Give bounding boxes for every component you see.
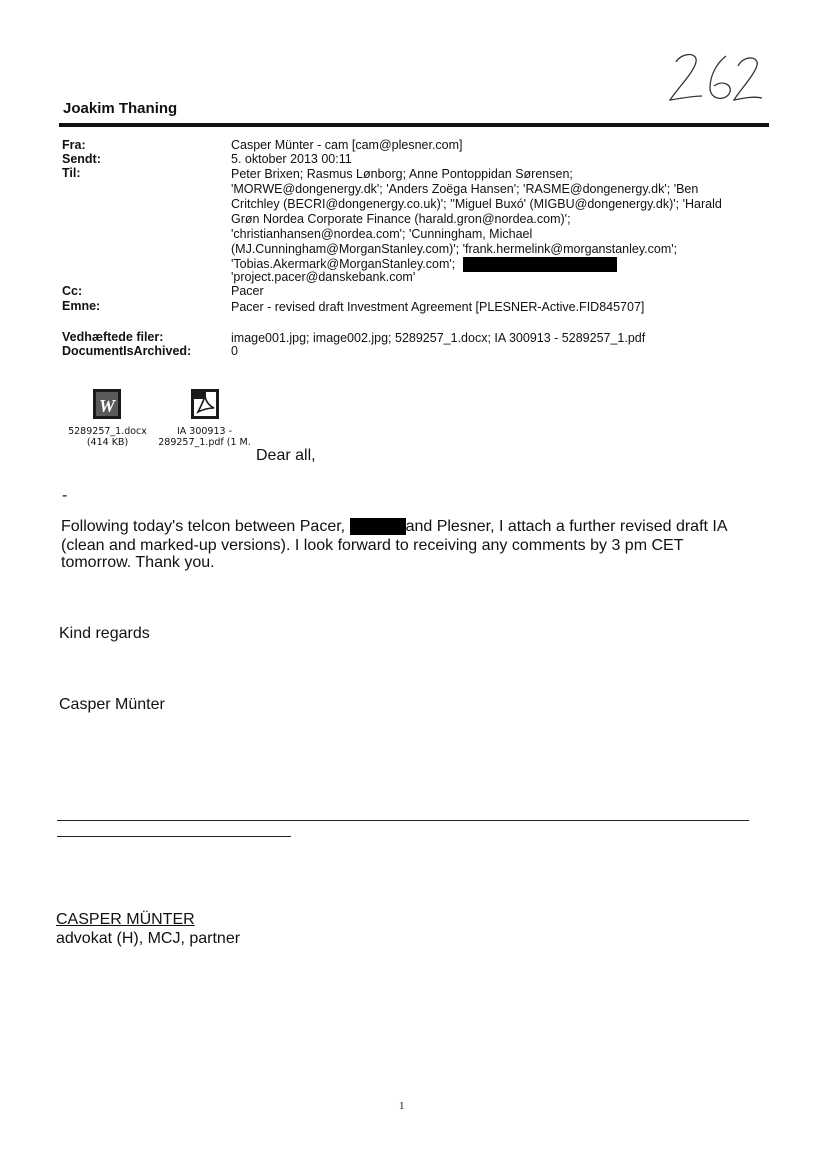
- to-line: Peter Brixen; Rasmus Lønborg; Anne Pontoppidan Sørensen;: [231, 167, 573, 181]
- pdf-doc-icon[interactable]: [190, 388, 220, 420]
- to-line: Grøn Nordea Corporate Finance (harald.gron@nordea.com)';: [231, 212, 571, 226]
- closing: Kind regards: [59, 625, 150, 642]
- to-line: (MJ.Cunningham@MorganStanley.com)'; 'frank.hermelink@morganstanley.com';: [231, 242, 678, 256]
- attachment-caption-pdf: IA 300913 - 289257_1.pdf (1 M.: [158, 426, 251, 448]
- body-paragraph-line: (clean and marked-up versions). I look forward to receiving any comments by 3 pm CET: [61, 537, 684, 554]
- from-label: Fra:: [62, 138, 86, 152]
- to-line: 'christianhansen@nordea.com'; 'Cunningham, Michael: [231, 227, 533, 241]
- handwritten-page-number: [668, 48, 763, 108]
- archived-label: DocumentIsArchived:: [62, 344, 192, 358]
- svg-text:W: W: [98, 396, 116, 416]
- redaction-block: [463, 257, 617, 272]
- to-line: 'project.pacer@danskebank.com': [231, 270, 416, 284]
- greeting: Dear all,: [256, 447, 316, 464]
- to-line: Critchley (BECRI@dongenergy.co.uk)'; ''Miguel Buxó' (MIGBU@dongenergy.dk)'; 'Harald: [231, 197, 722, 211]
- body-paragraph-line: Following today's telcon between Pacer, and Plesner, I attach a further revised draft IA: [61, 518, 728, 535]
- page-number: 1: [399, 1100, 405, 1112]
- to-label: Til:: [62, 166, 81, 180]
- subject-label: Emne:: [62, 299, 101, 313]
- to-line-text: 'Tobias.Akermark@MorganStanley.com';: [231, 256, 456, 271]
- from-value: Casper Münter - cam [cam@plesner.com]: [231, 138, 463, 152]
- attachments-value: image001.jpg; image002.jpg; 5289257_1.docx; IA 300913 - 5289257_1.pdf: [231, 331, 646, 345]
- attachment-caption-docx: 5289257_1.docx (414 KB): [68, 426, 147, 448]
- subject-value: Pacer - revised draft Investment Agreement [PLESNER-Active.FID845707]: [231, 300, 645, 314]
- word-doc-icon[interactable]: [92, 388, 122, 420]
- cc-label: Cc:: [62, 284, 83, 298]
- sent-label: Sendt:: [62, 152, 101, 166]
- signoff-name: Casper Münter: [59, 696, 165, 713]
- signature-separator: [57, 836, 291, 837]
- signature-name: CASPER MÜNTER: [56, 911, 195, 928]
- dash-bullet: -: [62, 487, 68, 504]
- signature-separator: [57, 820, 749, 821]
- redaction-block: [350, 518, 406, 535]
- to-line: 'MORWE@dongenergy.dk'; 'Anders Zoëga Hansen'; 'RASME@dongenergy.dk'; 'Ben: [231, 182, 699, 196]
- body-paragraph-line: tomorrow. Thank you.: [61, 554, 215, 571]
- cc-value: Pacer: [231, 284, 264, 298]
- signature-title: advokat (H), MCJ, partner: [56, 930, 241, 947]
- archived-value: 0: [231, 344, 238, 358]
- header-rule: [59, 123, 769, 127]
- mailbox-owner-name: Joakim Thaning: [63, 100, 178, 117]
- sent-value: 5. oktober 2013 00:11: [231, 152, 352, 166]
- attachments-label: Vedhæftede filer:: [62, 330, 164, 344]
